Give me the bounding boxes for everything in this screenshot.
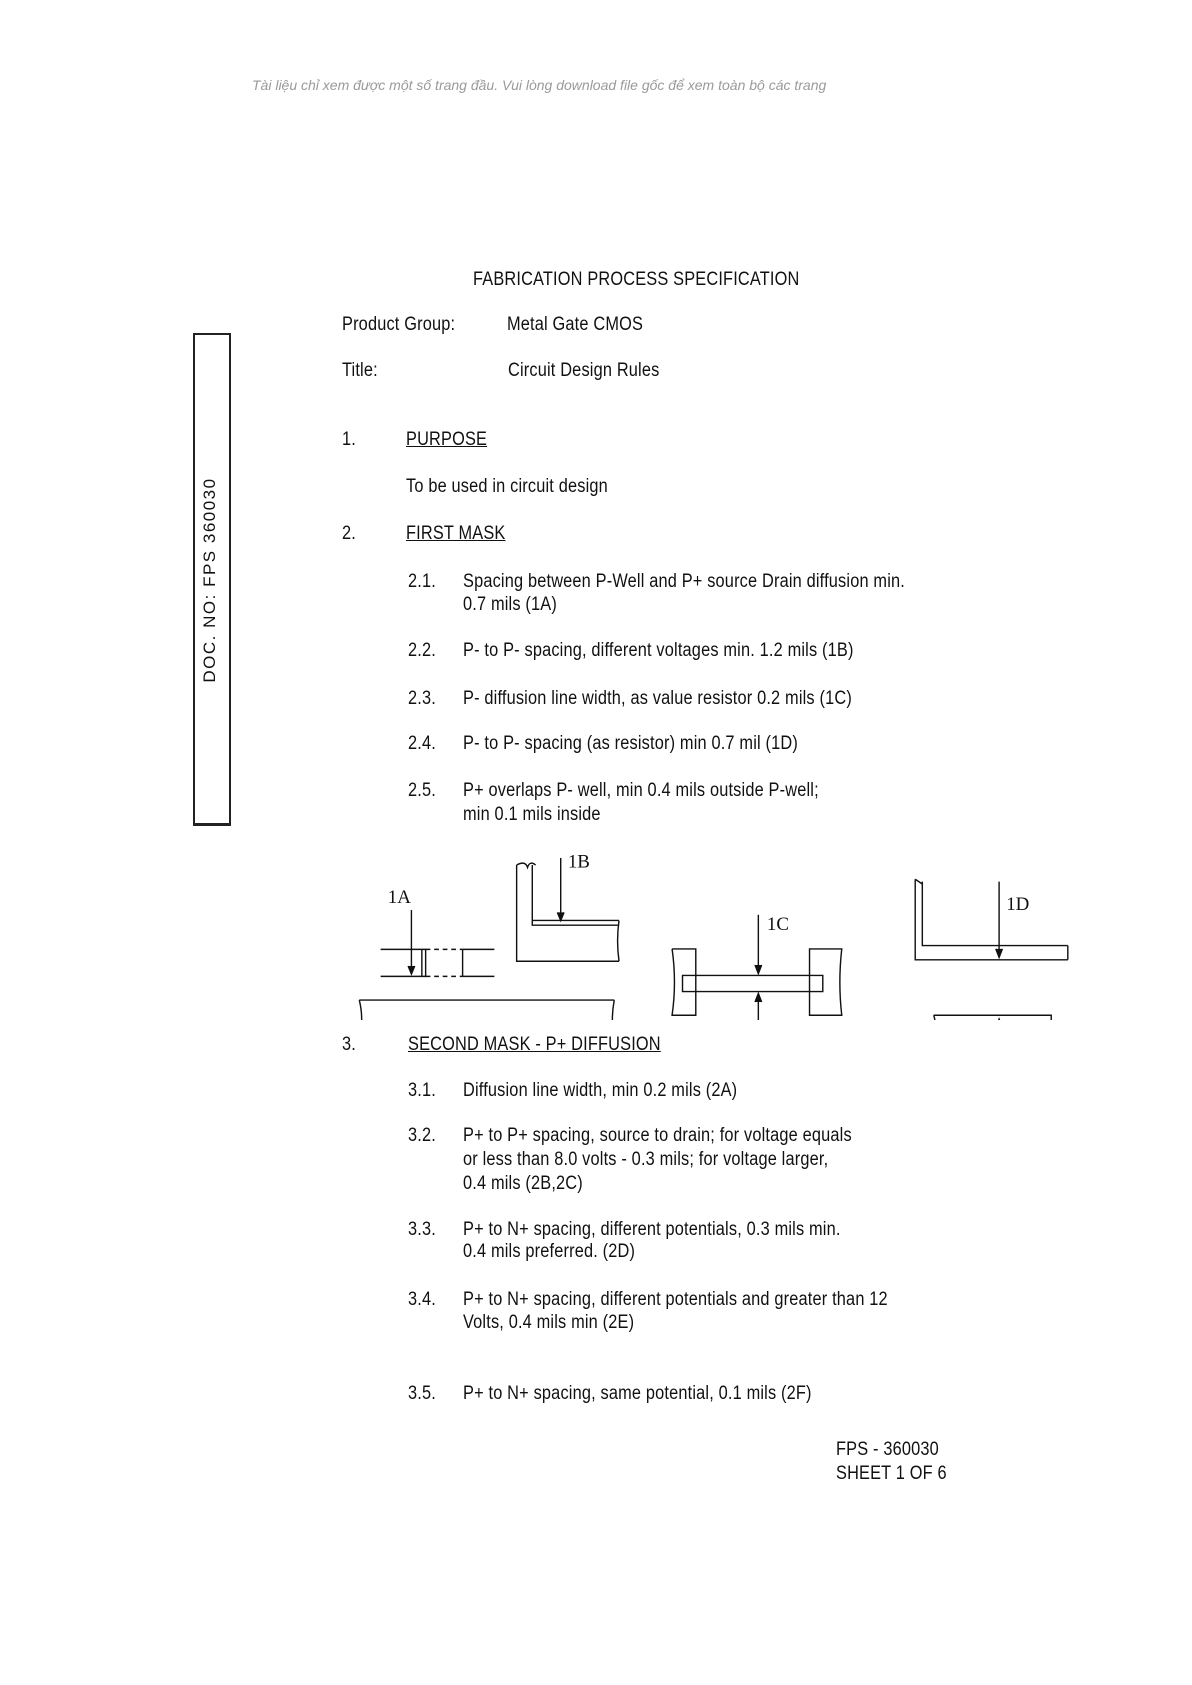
diagram-1d (915, 879, 1068, 1020)
item-number: 3.4. (408, 1289, 436, 1310)
item-text: Spacing between P-Well and P+ source Drain diffusion min. (463, 571, 905, 592)
section-3-number: 3. (342, 1034, 356, 1055)
section-2-number: 2. (342, 523, 356, 544)
item-text: 0.4 mils (2B,2C) (463, 1173, 583, 1194)
diagram-1b (517, 851, 619, 961)
item-number: 2.3. (408, 688, 436, 709)
section-1-body: To be used in circuit design (406, 476, 608, 497)
item-number: 2.5. (408, 780, 436, 801)
diagram-label-1a: 1A (387, 886, 411, 908)
item-number: 3.2. (408, 1125, 436, 1146)
item-number: 2.1. (408, 571, 436, 592)
footer-doc-number: FPS - 360030 (836, 1439, 939, 1460)
item-text: 0.7 mils (1A) (463, 594, 557, 615)
item-text: Volts, 0.4 mils min (2E) (463, 1312, 635, 1333)
item-text: or less than 8.0 volts - 0.3 mils; for voltage larger, (463, 1149, 829, 1170)
item-text: P- to P- spacing (as resistor) min 0.7 mil (1D) (463, 733, 798, 754)
item-text: P+ overlaps P- well, min 0.4 mils outside P-well; (463, 780, 819, 801)
item-text: P+ to N+ spacing, same potential, 0.1 mils (2F) (463, 1383, 812, 1404)
item-number: 3.5. (408, 1383, 436, 1404)
title-value: Circuit Design Rules (508, 360, 660, 381)
product-group-value: Metal Gate CMOS (507, 314, 644, 335)
product-group-label: Product Group: (342, 314, 456, 335)
footer-sheet: SHEET 1 OF 6 (836, 1463, 947, 1484)
watermark-notice: Tài liệu chỉ xem được một số trang đầu. Vui lòng download file gốc để xem toàn bộ các trang (252, 77, 827, 93)
item-text: P+ to N+ spacing, different potentials and greater than 12 (463, 1289, 888, 1310)
item-number: 3.3. (408, 1219, 436, 1240)
diagram-label-1c: 1C (766, 913, 789, 935)
section-2-heading: FIRST MASK (406, 523, 506, 544)
item-number: 3.1. (408, 1080, 436, 1101)
item-text: min 0.1 mils inside (463, 804, 601, 825)
section-3-heading: SECOND MASK - P+ DIFFUSION (408, 1034, 661, 1055)
item-text: P+ to P+ spacing, source to drain; for voltage equals (463, 1125, 852, 1146)
item-text: 0.4 mils preferred. (2D) (463, 1241, 636, 1262)
first-mask-diagrams (340, 820, 1080, 1020)
section-1-heading: PURPOSE (406, 429, 488, 450)
item-number: 2.2. (408, 640, 436, 661)
document-title: FABRICATION PROCESS SPECIFICATION (473, 269, 800, 290)
item-number: 2.4. (408, 733, 436, 754)
diagram-1c (672, 914, 842, 1020)
item-text: Diffusion line width, min 0.2 mils (2A) (463, 1080, 738, 1101)
item-text: P- to P- spacing, different voltages min. 1.2 mils (1B) (463, 640, 854, 661)
diagram-label-1b: 1B (567, 851, 590, 873)
diagram-1a (359, 887, 614, 1020)
title-label: Title: (342, 360, 378, 381)
item-text: P+ to N+ spacing, different potentials, 0.3 mils min. (463, 1219, 841, 1240)
doc-number-label: DOC. NO: FPS 360030 (200, 477, 219, 683)
diagram-label-1d: 1D (1006, 894, 1030, 916)
item-text: P- diffusion line width, as value resistor 0.2 mils (1C) (463, 688, 852, 709)
section-1-number: 1. (342, 429, 356, 450)
